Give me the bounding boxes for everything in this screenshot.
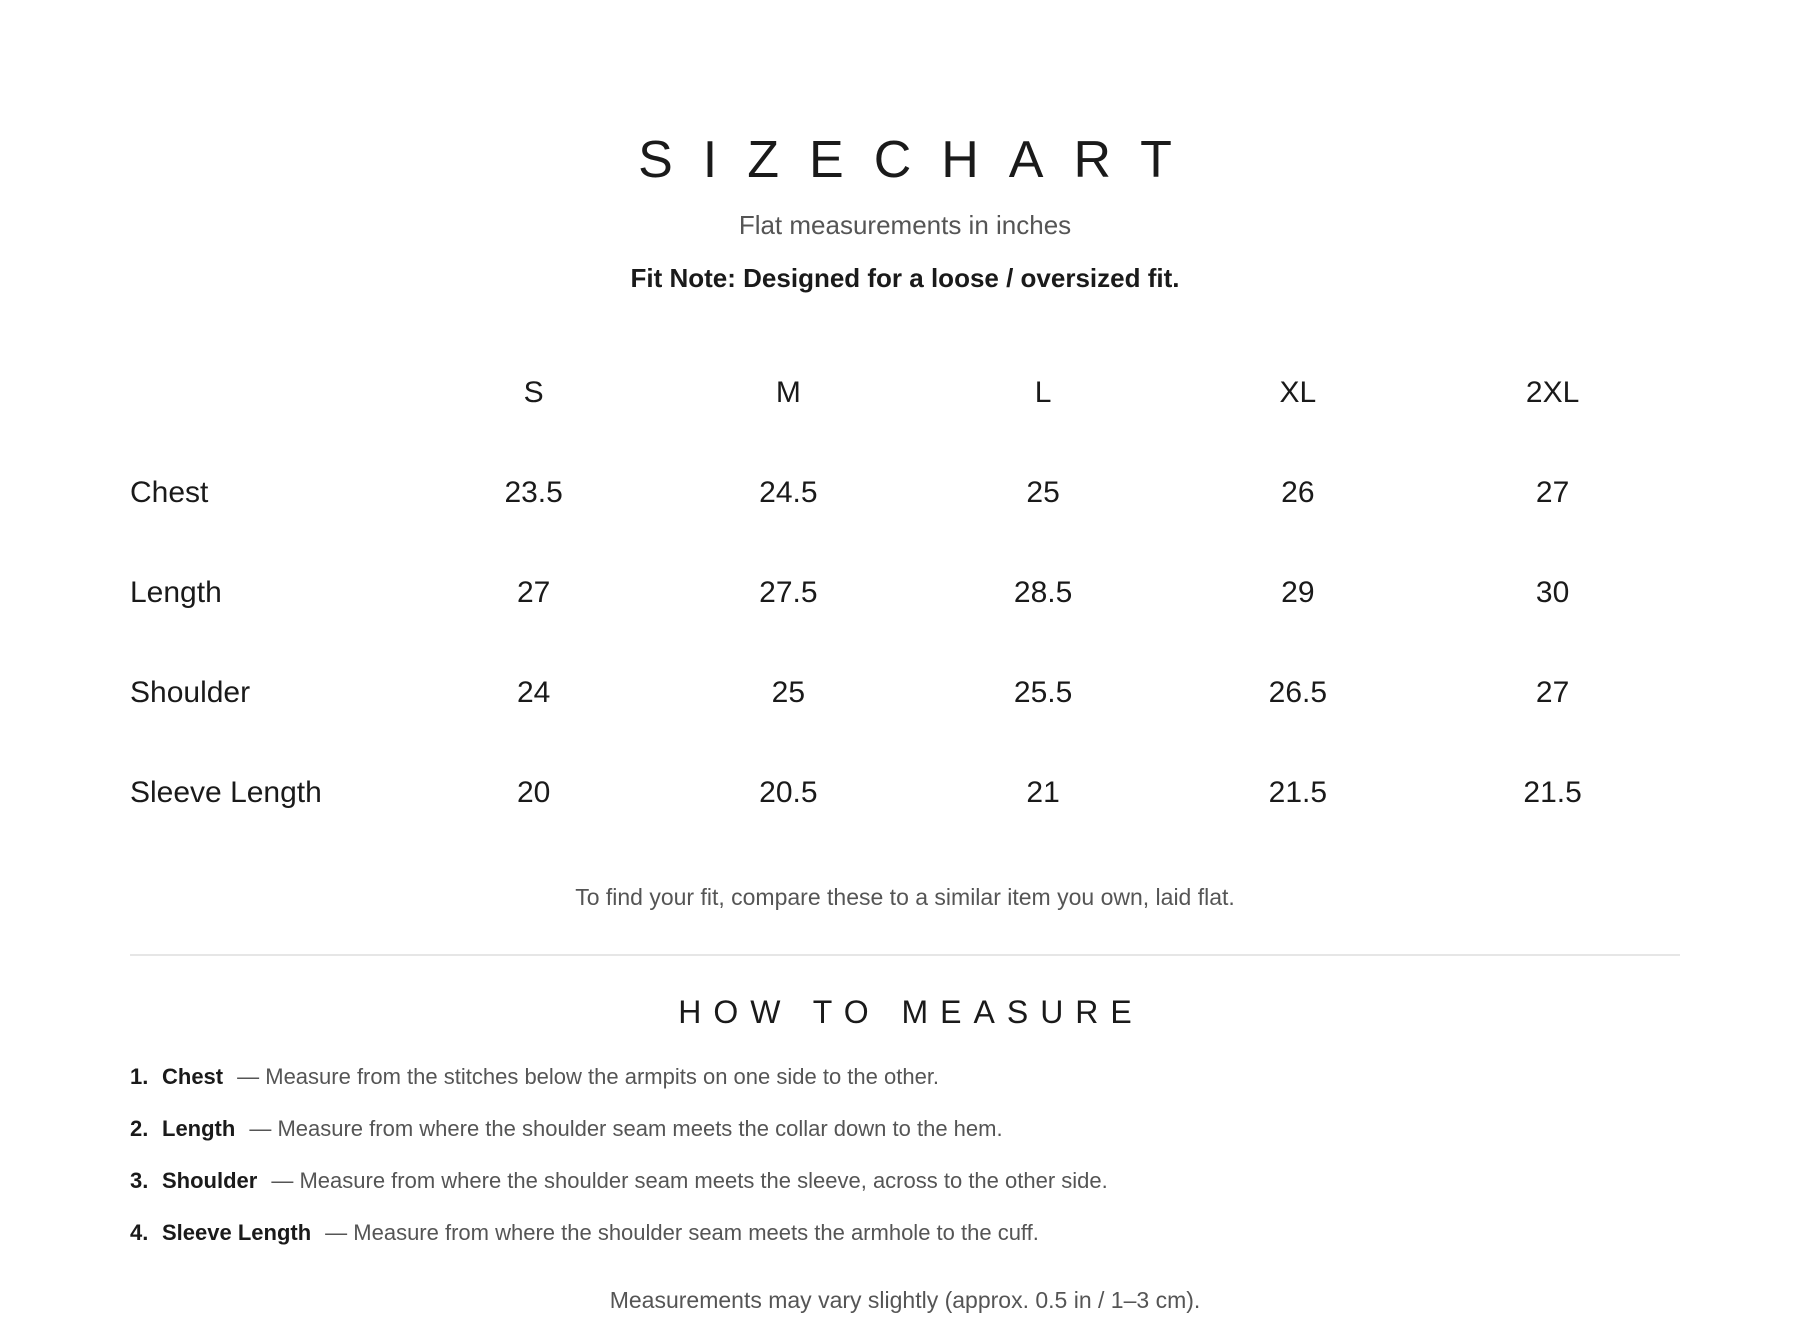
list-item (130, 1164, 1680, 1216)
table-cell: 30 (1535, 576, 1570, 609)
table-row-shoulder (130, 643, 1680, 743)
size-header-xl: XL (1279, 376, 1317, 409)
table-cell: 21.5 (1268, 776, 1328, 809)
table-cell: 26 (1281, 476, 1315, 509)
step-description: — Measure from where the shoulder seam meets the collar down to the hem. (249, 1116, 1003, 1141)
step-term: Length (162, 1116, 236, 1141)
table-cell: 20.5 (759, 776, 818, 809)
section-divider (130, 954, 1680, 956)
table-cell: 27.5 (759, 576, 818, 609)
table-cell: 27 (1535, 676, 1570, 709)
table-cell: 20 (516, 776, 551, 809)
row-label: Length (130, 576, 222, 609)
table-corner-cell (130, 343, 406, 443)
variance-note: Measurements may vary slightly (approx. 0.5 in / 1–3 cm). (609, 1287, 1201, 1313)
measure-steps-list (130, 1060, 1680, 1268)
how-to-measure-title: HOW TO MEASURE (678, 994, 1144, 1030)
page-title: SIZECHART (638, 131, 1202, 189)
size-header-row (130, 343, 1680, 443)
row-label: Shoulder (130, 676, 251, 709)
list-item (130, 1216, 1680, 1268)
table-cell: 27 (1535, 476, 1570, 509)
step-number: 2. (130, 1116, 149, 1141)
step-description: — Measure from where the shoulder seam meets the armhole to the cuff. (325, 1220, 1039, 1245)
table-row-chest (130, 443, 1680, 543)
step-number: 4. (130, 1220, 149, 1245)
table-cell: 25 (1026, 476, 1060, 509)
table-cell: 25 (771, 676, 806, 709)
table-cell: 24.5 (759, 476, 818, 509)
table-cell: 27 (516, 576, 551, 609)
table-cell: 21.5 (1523, 776, 1582, 809)
step-number: 3. (130, 1168, 149, 1193)
list-item (130, 1060, 1680, 1112)
table-row-sleeve-length (130, 743, 1680, 843)
table-cell: 23.5 (504, 476, 563, 509)
size-header-s: S (523, 376, 544, 409)
row-label: Sleeve Length (130, 776, 322, 809)
size-header-l: L (1034, 376, 1052, 409)
table-cell: 29 (1281, 576, 1315, 609)
table-cell: 21 (1026, 776, 1060, 809)
row-label: Chest (130, 476, 209, 509)
table-cell: 24 (516, 676, 551, 709)
size-header-m: M (775, 376, 801, 409)
step-term: Sleeve Length (162, 1220, 312, 1245)
table-cell: 25.5 (1013, 676, 1073, 709)
size-table (130, 343, 1680, 843)
list-item (130, 1112, 1680, 1164)
table-cell: 26.5 (1268, 676, 1328, 709)
step-number: 1. (130, 1064, 149, 1089)
fit-note: Fit Note: Designed for a loose / oversized fit. (630, 263, 1180, 293)
table-cell: 28.5 (1013, 576, 1073, 609)
step-description: — Measure from the stitches below the armpits on one side to the other. (237, 1064, 940, 1089)
compare-note: To find your fit, compare these to a similar item you own, laid flat. (575, 884, 1235, 910)
table-row-length (130, 543, 1680, 643)
step-term: Shoulder (162, 1168, 258, 1193)
size-header-2xl: 2XL (1525, 376, 1580, 409)
page-subtitle: Flat measurements in inches (738, 210, 1072, 240)
step-term: Chest (162, 1064, 224, 1089)
step-description: — Measure from where the shoulder seam meets the sleeve, across to the other side. (271, 1168, 1108, 1193)
